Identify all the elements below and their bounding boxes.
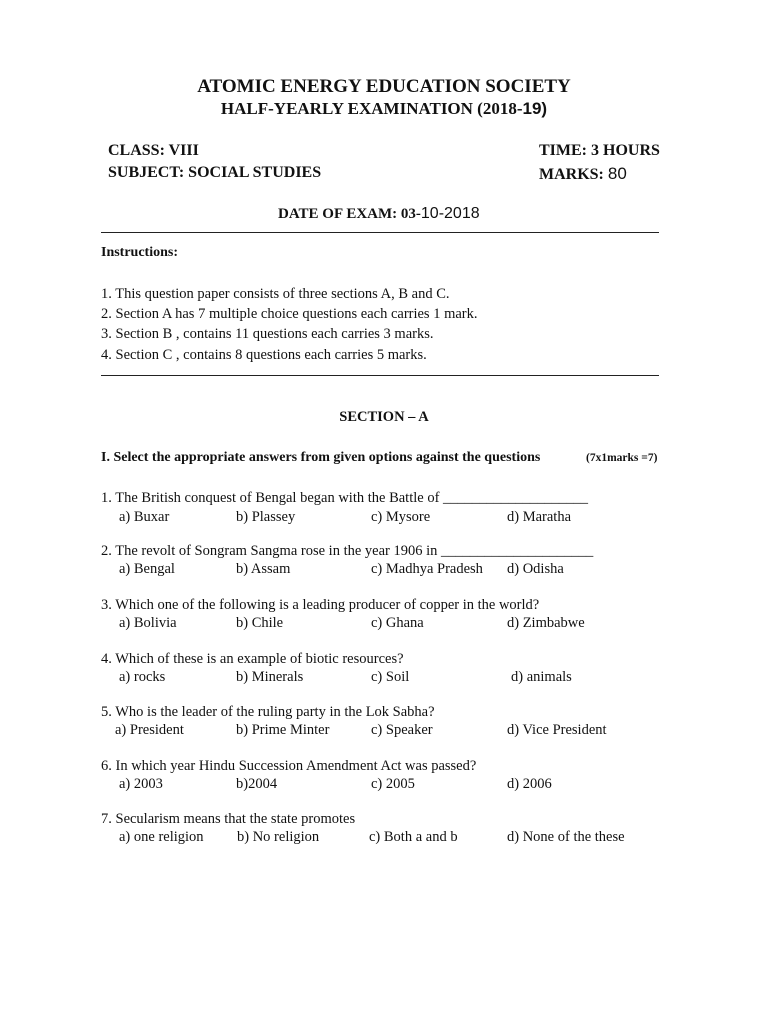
option-c: c) Mysore: [371, 509, 431, 525]
exam-date-label: DATE OF EXAM: 03-: [278, 206, 421, 222]
option-a: a) one religion: [119, 829, 204, 845]
instruction-item: 3. Section B , contains 11 questions each carries 3 marks.: [101, 326, 434, 342]
section-a-directive: I. Select the appropriate answers from given options against the questions: [101, 450, 541, 465]
option-d: d) Odisha: [507, 561, 564, 577]
option-b: b) Prime Minter: [236, 722, 330, 738]
option-c: c) 2005: [371, 776, 415, 792]
question-text: 7. Secularism means that the state promotes: [101, 811, 356, 827]
option-b: b) Chile: [236, 615, 284, 631]
instruction-item: 4. Section C , contains 8 questions each carries 5 marks.: [101, 347, 427, 363]
option-a: a) rocks: [119, 669, 166, 685]
option-b: b)2004: [236, 776, 278, 792]
option-d: d) Maratha: [507, 509, 572, 525]
divider: [101, 375, 659, 376]
question-text: 3. Which one of the following is a leading producer of copper in the world?: [101, 597, 540, 613]
option-a: a) Bengal: [119, 561, 175, 577]
question-text: 2. The revolt of Songram Sangma rose in the year 1906 in _____________________: [101, 543, 594, 559]
option-d: d) 2006: [507, 776, 552, 792]
exam-title-prefix: HALF-YEARLY EXAMINATION (2018-: [220, 99, 523, 118]
marks-label-text: MARKS:: [539, 166, 608, 183]
question-text: 4. Which of these is an example of biotic resources?: [101, 651, 404, 667]
instruction-item: 2. Section A has 7 multiple choice questions each carries 1 mark.: [101, 306, 478, 322]
option-d: d) Vice President: [507, 722, 607, 738]
exam-title: [0, 99, 768, 119]
option-a: a) Bolivia: [119, 615, 177, 631]
question-text: 6. In which year Hindu Succession Amendment Act was passed?: [101, 758, 477, 774]
exam-date: [278, 205, 480, 223]
option-c: c) Speaker: [371, 722, 433, 738]
marks-value: 80: [607, 164, 627, 183]
question-text: 5. Who is the leader of the ruling party in the Lok Sabha?: [101, 704, 435, 720]
option-a: a) President: [115, 722, 184, 738]
option-b: b) Plassey: [236, 509, 296, 525]
option-b: b) No religion: [237, 829, 320, 845]
section-a-title: SECTION – A: [339, 409, 429, 425]
time-label: TIME: 3 HOURS: [539, 142, 660, 159]
question-text: 1. The British conquest of Bengal began with the Battle of ____________________: [101, 490, 589, 506]
section-a-marks-note: (7x1marks =7): [586, 452, 658, 464]
option-c: c) Both a and b: [369, 829, 458, 845]
option-a: a) Buxar: [119, 509, 170, 525]
option-d: d) Zimbabwe: [507, 615, 585, 631]
option-a: a) 2003: [119, 776, 163, 792]
society-title: ATOMIC ENERGY EDUCATION SOCIETY: [197, 76, 571, 97]
marks-label: [539, 164, 627, 184]
option-d: d) animals: [511, 669, 572, 685]
option-b: b) Assam: [236, 561, 291, 577]
class-label: CLASS: VIII: [108, 142, 199, 159]
subject-label: SUBJECT: SOCIAL STUDIES: [108, 164, 322, 181]
instructions-heading: Instructions:: [101, 245, 179, 260]
option-b: b) Minerals: [236, 669, 304, 685]
exam-date-value: 10-2018: [420, 205, 480, 222]
option-c: c) Madhya Pradesh: [371, 561, 483, 577]
option-d: d) None of the these: [507, 829, 625, 845]
instruction-item: 1. This question paper consists of three sections A, B and C.: [101, 286, 450, 302]
exam-title-suffix: 19): [522, 99, 548, 118]
divider: [101, 232, 659, 233]
option-c: c) Ghana: [371, 615, 424, 631]
option-c: c) Soil: [371, 669, 410, 685]
